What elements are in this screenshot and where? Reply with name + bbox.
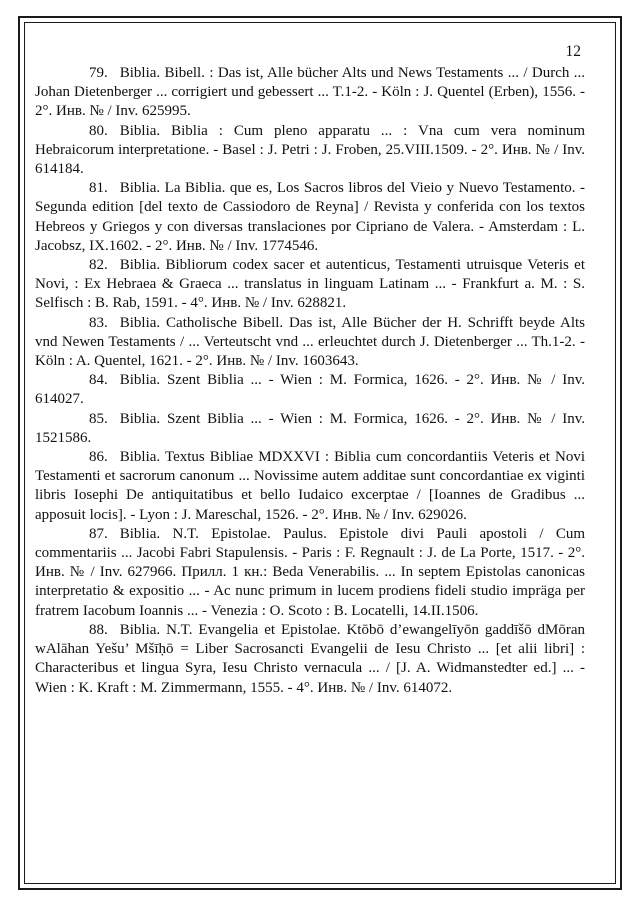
catalog-entry [35, 256, 585, 314]
entry-text: Biblia. Szent Biblia ... - Wien : M. Formica, 1626. - 2°. Инв. № / Inv. 614027. [35, 372, 585, 408]
catalog-entry [35, 410, 585, 448]
catalog-entry [35, 371, 585, 409]
catalog-entry [35, 122, 585, 180]
catalog-entry [35, 525, 585, 621]
catalog-entry [35, 179, 585, 256]
catalog-entry [35, 64, 585, 122]
entry-number: 85. [89, 410, 108, 427]
entry-number: 79. [89, 65, 108, 81]
entry-text: Biblia. Bibliorum codex sacer et autenticus, Testamenti utruisque Veteris et Novi, : Ex Hebraea & Graeca ... translatus in linguam Latinam ... - Frankfurt a. M. : S. Selfisch : B. Rab, 1591. - 4°. Инв. № / Inv. 628821. [35, 257, 585, 312]
entry-text: Biblia. La Biblia. que es, Los Sacros libros del Vieio y Nuevo Testamento. - Segunda edition [del texto de Cassiodoro de Reyna] / Revista y conferida con los textos Hebreos y Griegos y con diversas translaciones por Cipriano de Valera. - Amsterdam : L. Jacobsz, IX.1602. - 2°. Инв. № / Inv. 1774546. [35, 180, 585, 254]
catalog-entry [35, 314, 585, 372]
catalog-entry [35, 448, 585, 525]
entry-number: 87. [89, 525, 108, 542]
entry-text: Biblia. Catholische Bibell. Das ist, Alle Bücher der H. Schrifft beyde Alts vnd Newen Testaments / ... Verteutscht vnd ... erleuchtet durch J. Dietenberger ... Th.1-2. - Köln : A. Quentel, 1621. - 2°. Инв. № / Inv. 1603643. [35, 314, 585, 370]
page-number: 12 [565, 43, 581, 60]
entry-text: Biblia. N.T. Epistolae. Paulus. Epistole divi Pauli apostoli / Cum commentariis ... Jacobi Fabri Stapulensis. - Paris : F. Regnault : J. de La Porte, 1517. - 2°. Инв. № / Inv. 627966. Прилл. 1 кн.: Beda Venerabilis. ... In septem Epistolas canonicas interpretatio & expositio ... - Ac nunc primum in lucem prodiens fideli studio impräga per fratrem Iacobum Ioannis ... - Venezia : O. Scoto : B. Locatelli, 14.II.1506. [35, 525, 585, 619]
entry-number: 80. [89, 122, 108, 139]
entry-number: 88. [89, 621, 108, 638]
entry-text: Biblia. Bibell. : Das ist, Alle bücher Alts und News Testaments ... / Durch ... Johan Dietenberger ... corrigiert und gebessert ... T.1-2. - Köln : J. Quentel (Erben), 1556. - 2°. Инв. № / Inv. 625995. [35, 65, 585, 120]
entry-text: Biblia. Biblia : Cum pleno apparatu ... : Vna cum vera nominum Hebraicorum interpretatione. - Basel : J. Petri : J. Froben, 25.VIII.1509. - 2°. Инв. № / Inv. 614184. [35, 122, 585, 178]
catalog-page [35, 42, 585, 698]
entry-text: Biblia. Szent Biblia ... - Wien : M. Formica, 1626. - 2°. Инв. № / Inv. 1521586. [35, 410, 585, 446]
entry-text: Biblia. Textus Bibliae MDXXVI : Biblia cum concordantiis Veteris et Novi Testamenti et sacrorum canonum ... Novissime autem additae sunt concordantiae ex viginti libris Iosephi De antiquitatibus et bello Iudaico excerptae / [Ioannes de Gradibus ... apposuit locis]. - Lyon : J. Mareschal, 1526. - 2°. Инв. № / Inv. 629026. [35, 449, 585, 523]
entry-text: Biblia. N.T. Evangelia et Epistolae. Ktōbō d’ewangelīyōn gaddīšō dMōran wAlāhan Yešu’ Mšīḥō = Liber Sacrosancti Evangelii de Iesu Christo ... [et alii libri] : Characteribus et lingua Syra, Iesu Christo vernacula ... / [J. A. Widmanstedter ed.] ... - Wien : K. Kraft : M. Zimmermann, 1555. - 4°. Инв. № / Inv. 614072. [35, 621, 585, 696]
entry-number: 84. [89, 372, 108, 389]
entry-number: 83. [89, 314, 108, 331]
entry-number: 81. [89, 180, 108, 197]
entry-number: 82. [89, 257, 108, 274]
catalog-entry [35, 621, 585, 698]
entry-number: 86. [89, 449, 108, 466]
